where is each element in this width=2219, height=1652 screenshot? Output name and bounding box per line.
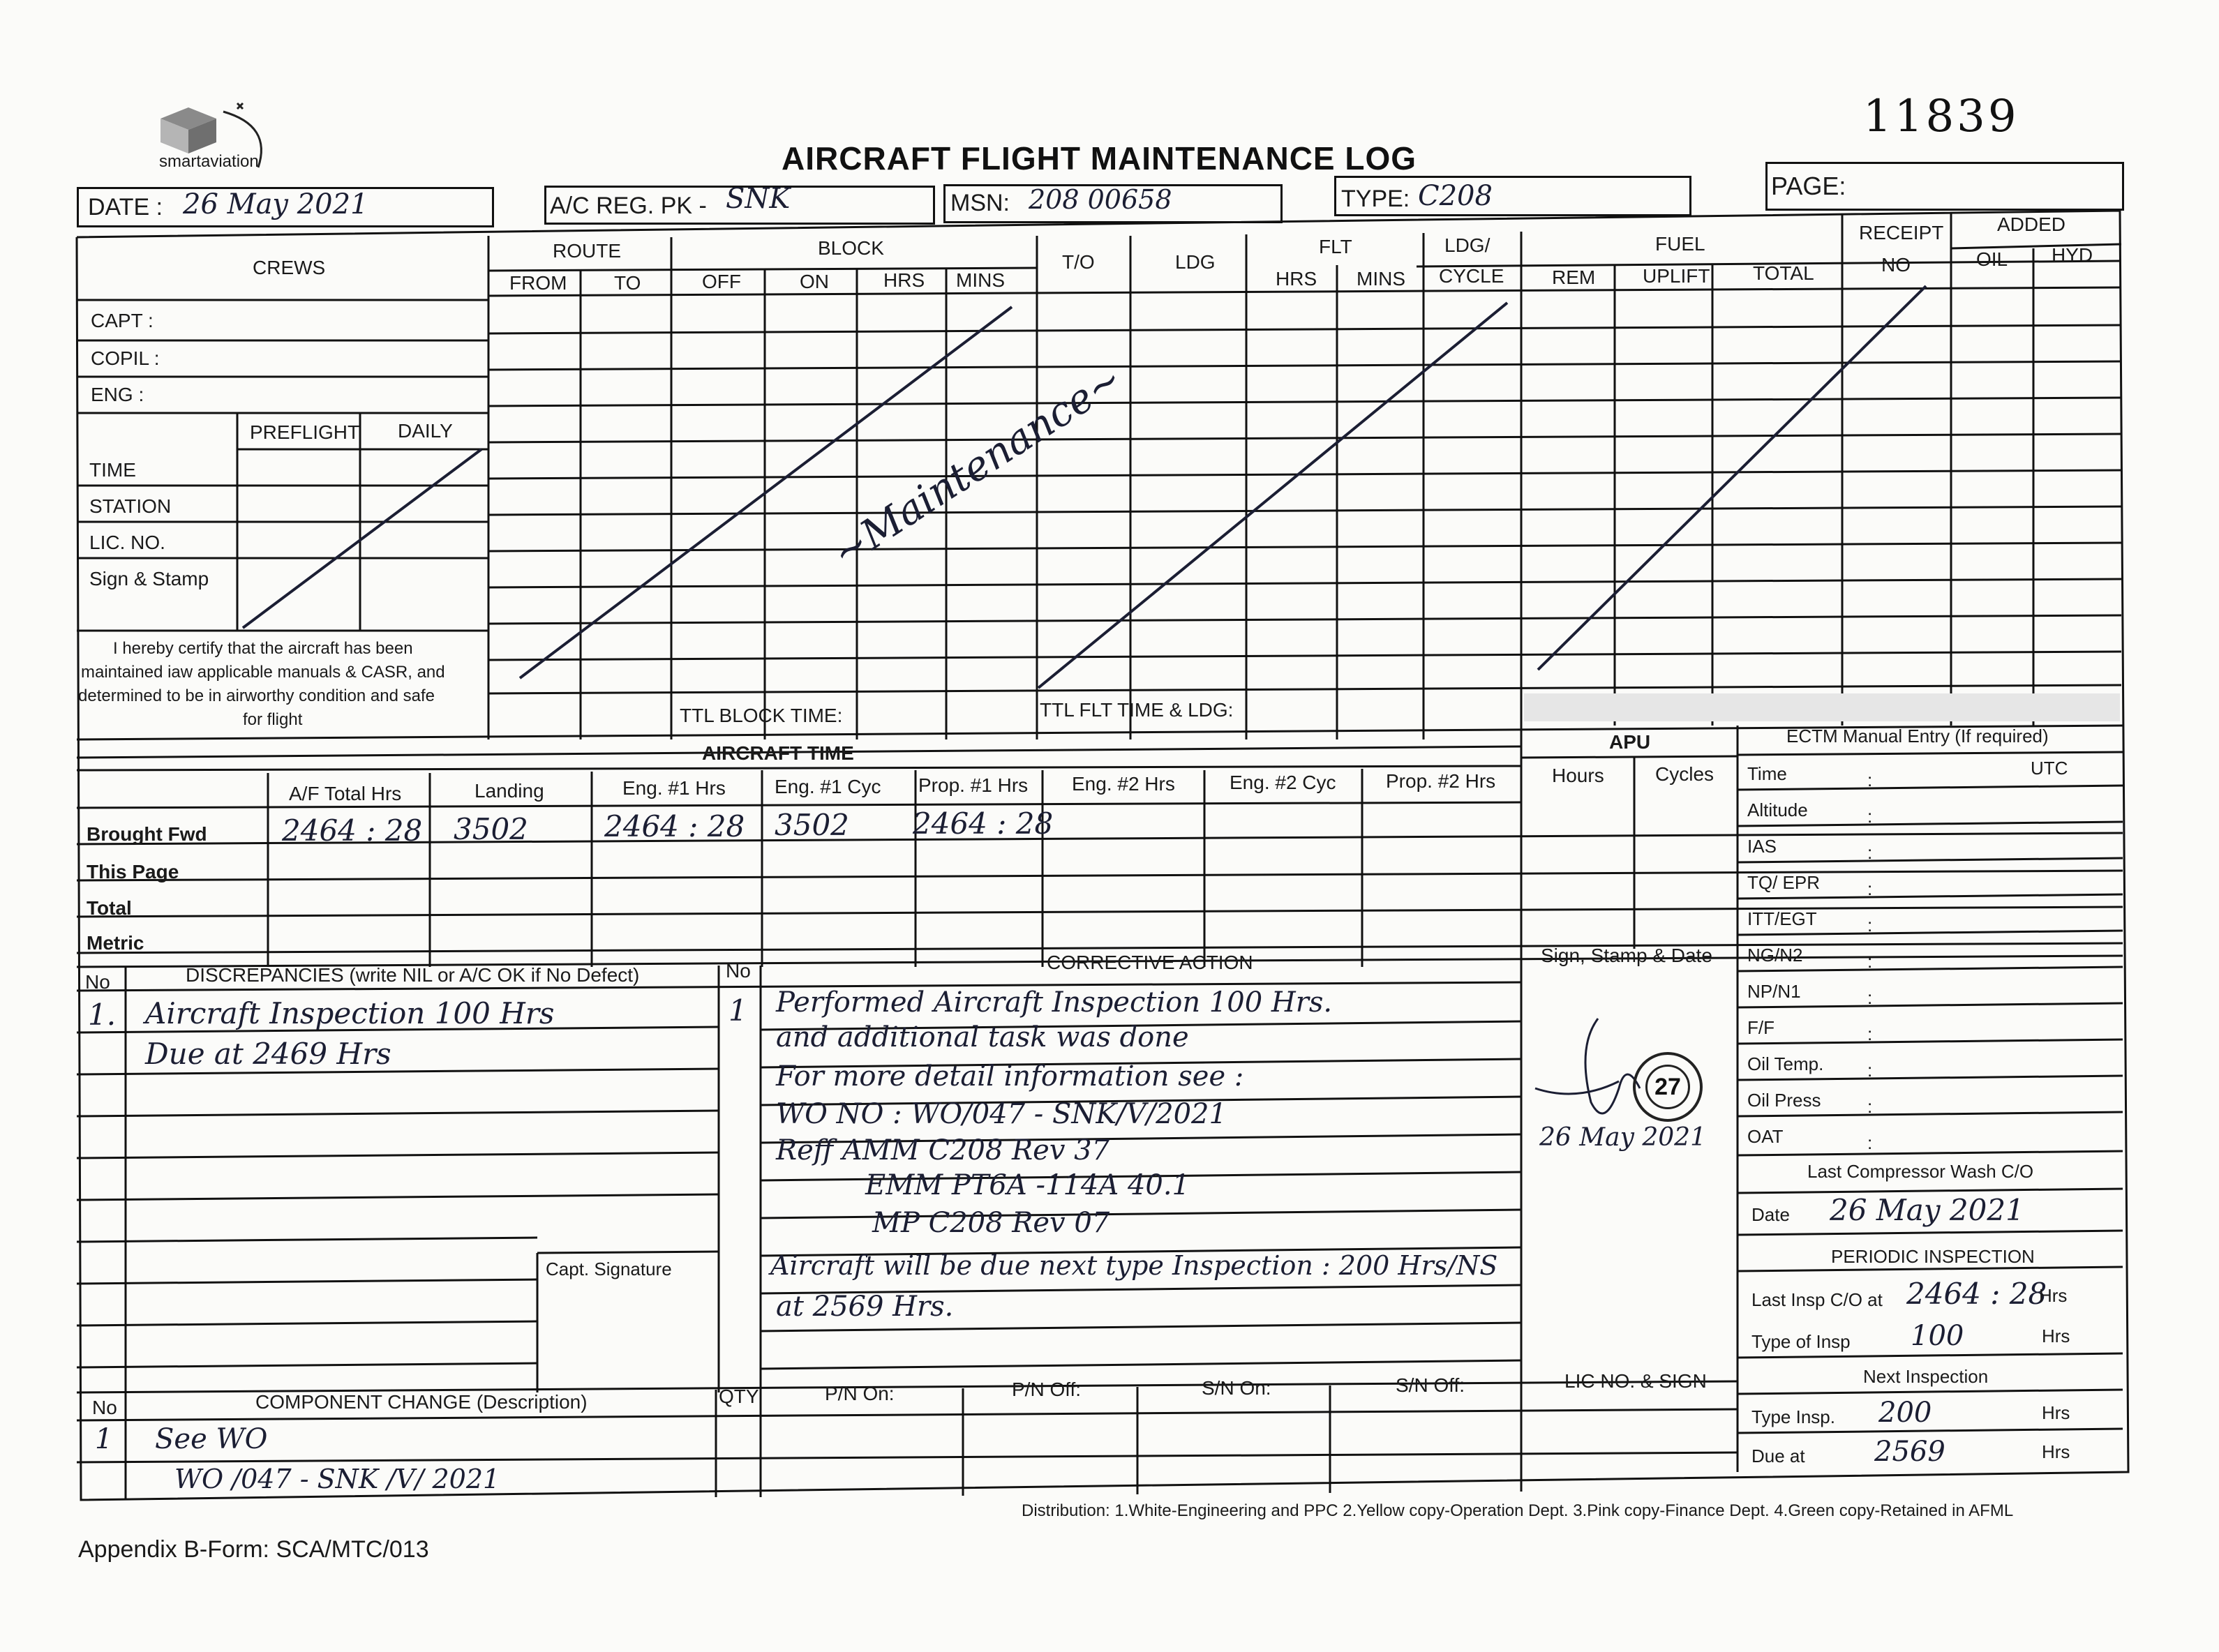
crew-capt: CAPT : <box>91 310 154 331</box>
discrepancy-heading: DISCREPANCIES (write NIL or A/C OK if No Defect) <box>186 964 640 986</box>
row-brought-fwd: Brought Fwd <box>87 823 207 845</box>
component-item-no: 1 <box>95 1423 113 1455</box>
row-this-page: This Page <box>87 861 179 883</box>
type-insp-label: Type of Insp <box>1751 1331 1851 1352</box>
col-af-total-hrs: A/F Total Hrs <box>289 783 402 804</box>
ectm-ng-n2: NG/N2 <box>1747 945 1803 966</box>
sn-off-heading: S/N Off: <box>1396 1374 1465 1396</box>
ttl-flt-label: TTL FLT TIME & LDG: <box>1040 699 1234 721</box>
discrepancy-line-1: Aircraft Inspection 100 Hrs <box>145 996 555 1030</box>
certify-line-4: for flight <box>243 710 303 729</box>
type-value: C208 <box>1418 180 1493 212</box>
corrective-line-4: WO NO : WO/047 - SNK/V/2021 <box>776 1098 1227 1130</box>
flt-mins-heading: MINS <box>1357 268 1405 290</box>
sign-stamp-date-heading: Sign, Stamp & Date <box>1541 945 1712 966</box>
flt-hrs-heading: HRS <box>1276 268 1317 290</box>
ectm-oil-press: Oil Press <box>1747 1090 1821 1111</box>
ldg-cycle-heading-2: CYCLE <box>1439 265 1504 287</box>
next-insp-heading: Next Inspection <box>1863 1366 1989 1387</box>
serial-number: 11839 <box>1863 91 2019 142</box>
flt-heading: FLT <box>1319 236 1352 257</box>
col-landing: Landing <box>475 780 544 802</box>
next-type-label: Type Insp. <box>1751 1406 1835 1427</box>
certify-line-3: determined to be in airworthy condition and safe <box>78 686 435 705</box>
page-label: PAGE: <box>1771 172 1846 200</box>
row-metric: Metric <box>87 932 144 954</box>
apu-cycles: Cycles <box>1655 763 1714 785</box>
col-eng2-hrs: Eng. #2 Hrs <box>1072 773 1175 795</box>
time-field: TIME <box>89 459 136 481</box>
date-value: 26 May 2021 <box>183 188 368 220</box>
distribution-note: Distribution: 1.White-Engineering and PPC 2.Yellow copy-Operation Dept. 3.Pink copy-Finance Dept. 4.Green copy-Retained in AFML <box>1022 1501 2014 1520</box>
on-heading: ON <box>800 271 829 292</box>
sign-date: 26 May 2021 <box>1539 1123 1706 1152</box>
corrective-line-1: Performed Aircraft Inspection 100 Hrs. <box>776 986 1333 1019</box>
ectm-ias: IAS <box>1747 836 1777 857</box>
periodic-heading: PERIODIC INSPECTION <box>1831 1246 2035 1267</box>
last-insp-value: 2464 : 28 <box>1906 1277 2047 1311</box>
msn-value: 208 00658 <box>1029 184 1172 215</box>
off-heading: OFF <box>702 271 741 292</box>
pn-off-heading: P/N Off: <box>1012 1379 1082 1400</box>
corrective-item-no: 1 <box>729 993 747 1028</box>
ectm-oil-temp: Oil Temp. <box>1747 1053 1824 1074</box>
last-insp-label: Last Insp C/O at <box>1751 1289 1883 1310</box>
type-label: TYPE: <box>1341 186 1410 212</box>
due-at-value: 2569 <box>1874 1436 1945 1468</box>
sign-stamp-field: Sign & Stamp <box>89 568 209 590</box>
corrective-line-3: For more detail information see : <box>776 1060 1244 1092</box>
reg-value: SNK <box>726 183 791 215</box>
last-insp-hrs: Hrs <box>2039 1285 2068 1306</box>
daily-label: DAILY <box>398 420 453 442</box>
lic-no-field: LIC. NO. <box>89 532 165 553</box>
total-heading: TOTAL <box>1753 262 1814 284</box>
component-line-2: WO /047 - SNK /V/ 2021 <box>174 1464 500 1494</box>
maintenance-mark: ~Maintenance~ <box>823 354 1131 578</box>
crew-copil: COPIL : <box>91 347 160 369</box>
receipt-heading-2: NO <box>1881 254 1911 276</box>
date-label: DATE : <box>88 194 163 220</box>
due-at-label: Due at <box>1751 1446 1805 1466</box>
compressor-date-value: 26 May 2021 <box>1830 1193 2024 1227</box>
corrective-line-2: and additional task was done <box>776 1021 1189 1053</box>
ectm-time: Time <box>1747 763 1787 784</box>
reg-label: A/C REG. PK - <box>550 193 707 219</box>
certify-line-2: maintained iaw applicable manuals & CASR, and <box>81 663 445 682</box>
corrective-no-label: No <box>726 960 751 982</box>
receipt-heading-1: RECEIPT <box>1859 222 1944 243</box>
appendix-label: Appendix B-Form: SCA/MTC/013 <box>78 1536 429 1563</box>
corrective-line-6: EMM PT6A -114A 40.1 <box>865 1169 1190 1201</box>
engineer-stamp <box>1633 1052 1703 1122</box>
col-eng2-cyc: Eng. #2 Cyc <box>1230 772 1336 793</box>
col-eng1-cyc: Eng. #1 Cyc <box>775 776 881 797</box>
component-line-1: See WO <box>155 1423 268 1455</box>
station-field: STATION <box>89 495 172 517</box>
bf-eng1-cyc: 3502 <box>775 808 849 842</box>
col-prop2-hrs: Prop. #2 Hrs <box>1386 770 1496 792</box>
block-hrs-heading: HRS <box>883 269 925 291</box>
ectm-np-n1: NP/N1 <box>1747 981 1801 1002</box>
type-insp-value: 100 <box>1911 1320 1964 1352</box>
block-heading: BLOCK <box>818 237 884 259</box>
route-heading: ROUTE <box>553 240 621 262</box>
bf-eng1-hrs: 2464 : 28 <box>604 809 745 843</box>
crews-heading: CREWS <box>253 257 326 278</box>
discrepancy-line-2: Due at 2469 Hrs <box>145 1037 391 1071</box>
ectm-itt-egt: ITT/EGT <box>1747 908 1817 929</box>
corrective-line-7: MP C208 Rev 07 <box>872 1207 1110 1239</box>
ectm-ff: F/F <box>1747 1017 1775 1038</box>
discrepancy-no-label: No <box>85 971 110 993</box>
ectm-tq-epr: TQ/ EPR <box>1747 872 1821 893</box>
hyd-heading: HYD <box>2052 244 2093 266</box>
page-title: AIRCRAFT FLIGHT MAINTENANCE LOG <box>782 140 1417 177</box>
component-heading: COMPONENT CHANGE (Description) <box>255 1391 588 1413</box>
bf-landing: 3502 <box>454 812 528 846</box>
ectm-heading: ECTM Manual Entry (If required) <box>1786 726 2049 746</box>
fuel-heading: FUEL <box>1655 233 1705 255</box>
lic-sign-heading: LIC NO. & SIGN <box>1564 1370 1707 1392</box>
component-no-label: No <box>92 1397 117 1418</box>
uplift-heading: UPLIFT <box>1643 265 1710 287</box>
stamp-number: 27 <box>1645 1065 1690 1109</box>
apu-heading: APU <box>1609 731 1651 753</box>
rem-heading: REM <box>1552 266 1596 288</box>
takeoff-heading: T/O <box>1062 251 1095 273</box>
corrective-line-8: Aircraft will be due next type Inspection : 200 Hrs/NS <box>770 1250 1498 1281</box>
from-heading: FROM <box>509 272 567 294</box>
ldg-heading: LDG <box>1175 251 1216 273</box>
due-at-hrs: Hrs <box>2042 1441 2070 1462</box>
logo-wordmark: smartaviation <box>159 152 259 171</box>
corrective-line-9: at 2569 Hrs. <box>776 1291 954 1323</box>
ectm-oat: OAT <box>1747 1126 1784 1147</box>
ectm-colons: : : : : : : : : : : : <box>1867 769 1873 1153</box>
certify-line-1: I hereby certify that the aircraft has been <box>113 639 413 658</box>
crew-eng: ENG : <box>91 384 144 405</box>
qty-heading: QTY <box>719 1386 759 1407</box>
ectm-altitude: Altitude <box>1747 799 1808 820</box>
aircraft-time-heading: AIRCRAFT TIME <box>702 742 854 764</box>
bf-prop1-hrs: 2464 : 28 <box>913 806 1054 841</box>
discrepancy-item-no: 1. <box>88 998 117 1032</box>
col-eng1-hrs: Eng. #1 Hrs <box>622 777 726 799</box>
block-mins-heading: MINS <box>956 269 1005 291</box>
compressor-heading: Last Compressor Wash C/O <box>1807 1161 2034 1182</box>
capt-signature-label: Capt. Signature <box>546 1259 672 1279</box>
row-total: Total <box>87 897 132 919</box>
corrective-heading: CORRECTIVE ACTION <box>1047 952 1253 973</box>
ldg-cycle-heading-1: LDG/ <box>1444 234 1490 256</box>
msn-label: MSN: <box>950 190 1010 216</box>
col-prop1-hrs: Prop. #1 Hrs <box>918 774 1029 796</box>
oil-heading: OIL <box>1976 248 2008 270</box>
next-type-hrs: Hrs <box>2042 1402 2070 1423</box>
apu-hours: Hours <box>1552 765 1604 786</box>
ttl-block-label: TTL BLOCK TIME: <box>680 705 843 726</box>
corrective-line-5: Reff AMM C208 Rev 37 <box>776 1134 1110 1166</box>
type-insp-hrs: Hrs <box>2042 1326 2070 1346</box>
to-heading: TO <box>614 272 641 294</box>
next-type-value: 200 <box>1878 1397 1932 1429</box>
pn-on-heading: P/N On: <box>825 1383 895 1404</box>
compressor-date-label: Date <box>1751 1204 1790 1225</box>
bf-af-total-hrs: 2464 : 28 <box>282 813 423 848</box>
added-heading: ADDED <box>1997 213 2066 235</box>
ectm-utc: UTC <box>2031 758 2068 779</box>
preflight-label: PREFLIGHT <box>250 421 360 443</box>
sn-on-heading: S/N On: <box>1202 1377 1271 1399</box>
